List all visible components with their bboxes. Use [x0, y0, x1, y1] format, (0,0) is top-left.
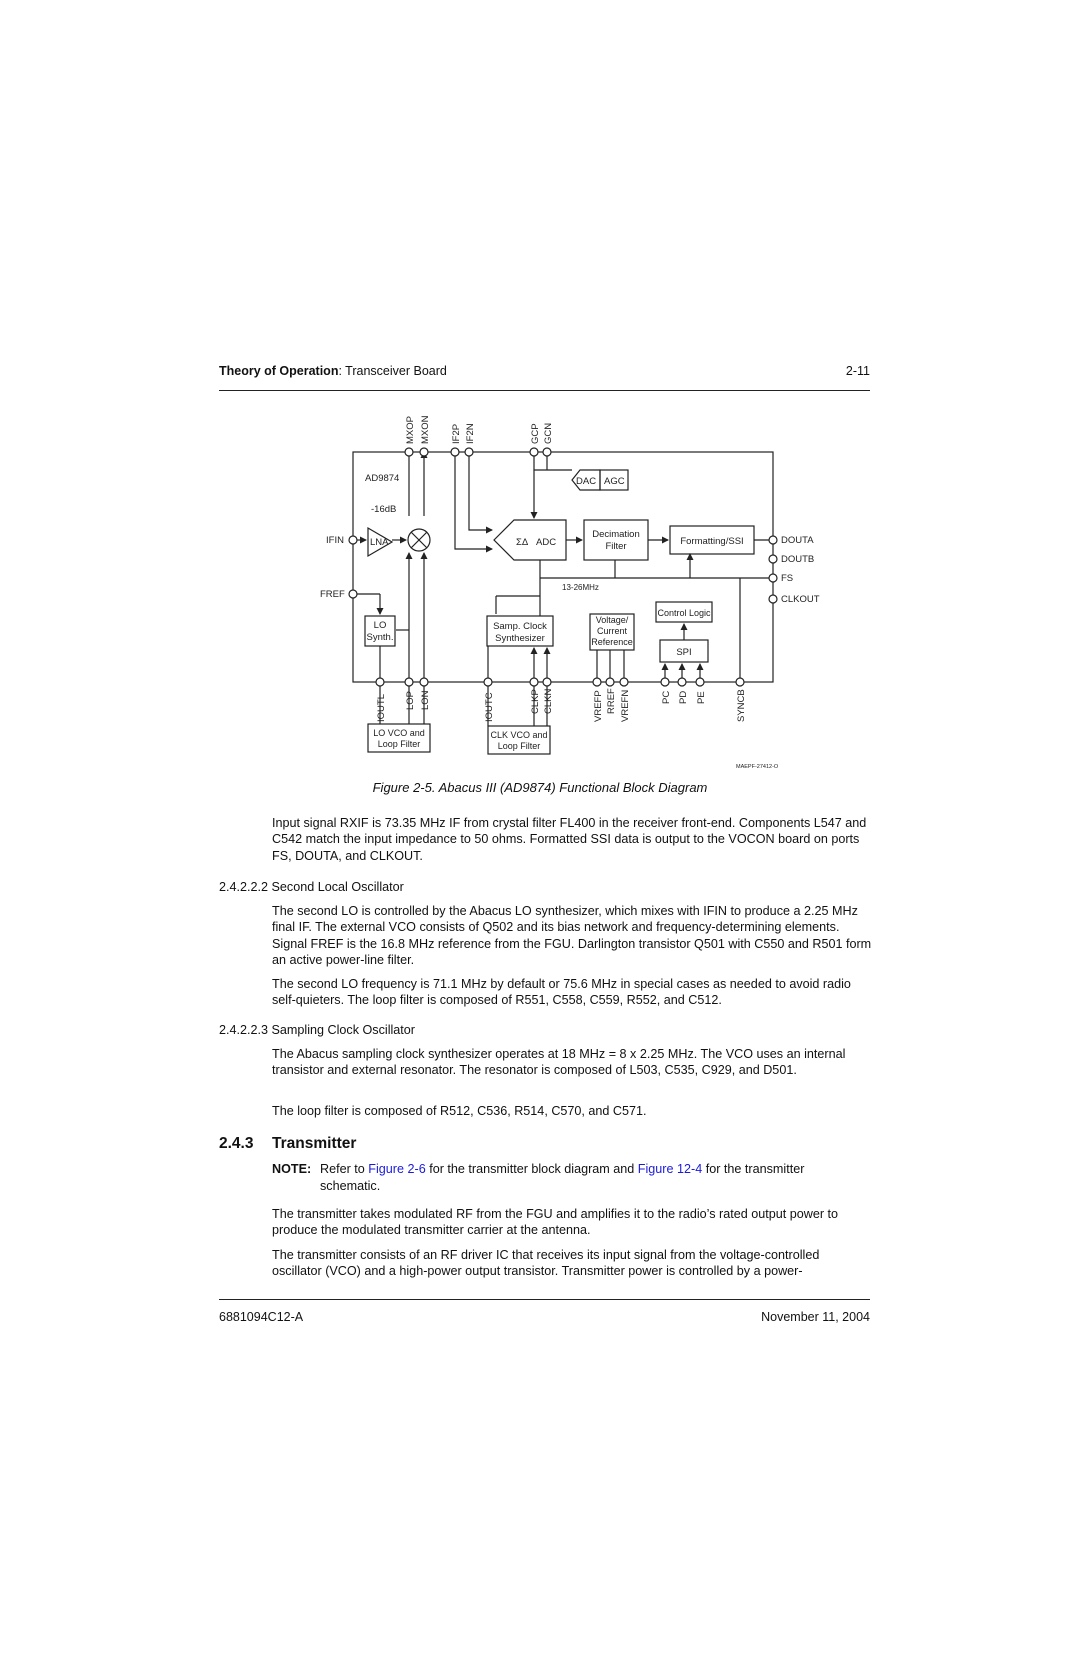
pin-if2p: IF2P — [451, 423, 462, 444]
page-footer — [219, 1299, 870, 1324]
clkvco-label-1: CLK VCO and — [490, 730, 548, 740]
pin-mxop: MXOP — [405, 416, 416, 444]
pin-if2n: IF2N — [465, 423, 476, 444]
pin-gcp: GCP — [530, 423, 541, 444]
decim-label-2: Filter — [605, 541, 627, 552]
lovco-label-1: LO VCO and — [373, 728, 425, 738]
pin-clkp: CLKP — [530, 689, 541, 714]
pin-pd: PD — [678, 690, 689, 704]
paragraph-loop-filter: The loop filter is composed of R512, C536, R514, C570, and C571. — [272, 1104, 647, 1118]
chip-outline — [353, 452, 773, 682]
pin-rref: RREF — [606, 688, 617, 714]
subsection-heading-sampling-clock: 2.4.2.2.3 Sampling Clock Oscillator — [219, 1023, 415, 1037]
paragraph-transmitter-detail: The transmitter consists of an RF driver IC that receives its input signal from the voltage-controlled oscillator (VCO) and a high-power output transistor. Transmitter power is controlled by a power- — [272, 1248, 820, 1279]
note-block: NOTE: Refer to Figure 2-6 for the transmitter block diagram and Figure 12-4 for the transmitter schematic. — [272, 1162, 805, 1193]
pin-ioutc: IOUTC — [484, 692, 495, 722]
lo-label-2: Synth. — [366, 632, 394, 643]
dac-label: DAC — [576, 476, 597, 487]
gain-label: -16dB — [371, 504, 397, 515]
pin-douta: DOUTA — [781, 535, 814, 546]
pin-pc: PC — [661, 690, 672, 704]
fmt-label: Formatting/SSI — [680, 536, 744, 547]
agc-label: AGC — [604, 476, 625, 487]
pin-syncb: SYNCB — [736, 689, 747, 722]
page-number: 2-11 — [845, 364, 870, 378]
figure-12-4-link[interactable]: Figure 12-4 — [637, 1162, 703, 1176]
ctrl-label: Control Logic — [657, 608, 711, 618]
pin-gcn: GCN — [543, 422, 554, 444]
lo-label-1: LO — [373, 620, 387, 631]
paragraph-transmitter-intro: The transmitter takes modulated RF from the FGU and amplifies it to the radio’s rated output power to produce the modulated transmitter carrier at the antenna. — [272, 1207, 839, 1238]
paragraph-lo-frequency: The second LO frequency is 71.1 MHz by default or 75.6 MHz in special cases as needed to avoid radio self-quieters. The loop filter is composed of R551, C558, C559, R552, and C512. — [272, 977, 851, 1008]
figure-caption: Figure 2-5. Abacus III (AD9874) Functional Block Diagram — [372, 780, 708, 795]
pin-ioutl: IOUTL — [376, 694, 387, 722]
pin-pe: PE — [696, 691, 707, 704]
pin-fs: FS — [781, 573, 794, 584]
vref-label-1: Voltage/ — [595, 615, 629, 625]
header-title: Theory of Operation: Transceiver Board — [219, 364, 447, 378]
pin-vrefp: VREFP — [593, 690, 604, 722]
adc-sym-label: ΣΔ — [516, 537, 529, 548]
pin-clkout: CLKOUT — [781, 594, 820, 605]
pin-ifin: IFIN — [326, 535, 344, 546]
freq-label: 13-26MHz — [562, 583, 599, 592]
document-date: November 11, 2004 — [761, 1310, 870, 1324]
vref-label-2: Current — [596, 626, 628, 636]
subsection-heading-second-lo: 2.4.2.2.2 Second Local Oscillator — [219, 880, 404, 894]
pin-mxon: MXON — [420, 415, 431, 444]
figure-2-6-link[interactable]: Figure 2-6 — [368, 1162, 426, 1176]
pin-lon: LON — [420, 690, 431, 710]
clkvco-label-2: Loop Filter — [497, 741, 541, 751]
lna-label: LNA — [370, 537, 389, 548]
spi-label: SPI — [676, 647, 692, 658]
decim-label-1: Decimation — [592, 529, 640, 540]
chip-label: AD9874 — [365, 473, 400, 484]
pin-lop: LOP — [405, 690, 416, 710]
samp-label-1: Samp. Clock — [493, 621, 547, 632]
pin-doutb: DOUTB — [781, 554, 815, 565]
samp-label-2: Synthesizer — [495, 633, 545, 644]
lovco-label-2: Loop Filter — [377, 739, 421, 749]
figure-ref-id: MAEPF-27412-O — [736, 764, 779, 770]
paragraph-second-lo: The second LO is controlled by the Abacus LO synthesizer, which mixes with IFIN to produce a 2.25 MHz final IF. The external VCO consists of Q502 and its bias network and frequency-determining elements. Signal FREF is the 16.8 MHz reference from the FGU. Darlington transistor Q501 with C550 and R501 form an active power-line filter. — [272, 904, 872, 968]
section-heading-transmitter: 2.4.3 Transmitter — [219, 1135, 357, 1152]
adc-label: ADC — [536, 537, 557, 548]
pin-fref: FREF — [320, 589, 345, 600]
vref-label-3: Reference — [591, 637, 633, 647]
pin-vrefn: VREFN — [620, 689, 631, 722]
pin-clkn: CLKN — [543, 688, 554, 714]
paragraph-sampling-clock: The Abacus sampling clock synthesizer operates at 18 MHz = 8 x 2.25 MHz. The VCO uses an internal transistor and external resonator. The resonator is composed of L503, C535, C929, and D501. — [272, 1047, 846, 1078]
paragraph-rxif: Input signal RXIF is 73.35 MHz IF from crystal filter FL400 in the receiver front-end. Components L547 and C542 match the input impedance to 50 ohms. Formatted SSI data is output to the VOCON board on ports FS, DOUTA, and CLKOUT. — [272, 816, 867, 863]
document-id: 6881094C12-A — [219, 1310, 304, 1324]
